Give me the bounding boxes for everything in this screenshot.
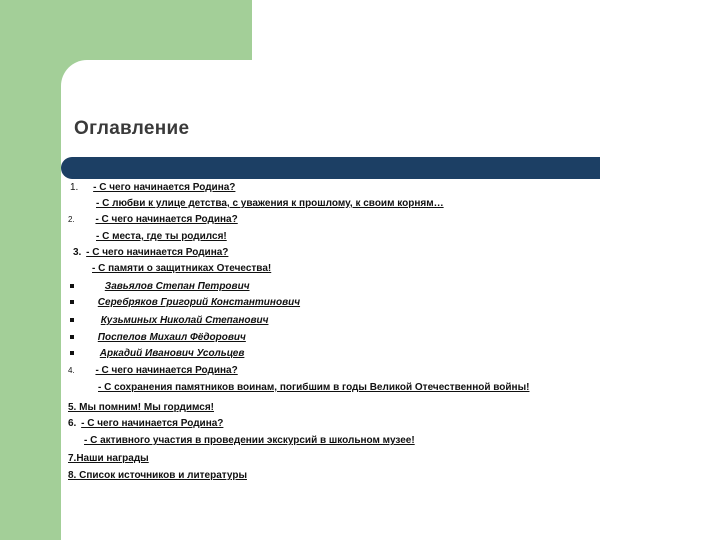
bullet-icon — [70, 284, 74, 288]
bullet-icon — [70, 335, 74, 339]
toc-item-2 — [68, 214, 238, 226]
toc-link[interactable]: Поспелов Михаил Фёдорович — [97, 332, 246, 343]
toc-link[interactable]: - С места, где ты родился! — [96, 231, 227, 242]
page-title: Оглавление — [74, 118, 190, 139]
toc-link[interactable]: Аркадий Иванович Усольцев — [99, 348, 245, 359]
toc-bullet-item — [70, 332, 246, 344]
toc-number: 3. — [73, 247, 82, 258]
toc-link[interactable]: - С чего начинается Родина? — [86, 247, 229, 258]
toc-link[interactable]: - С сохранения памятников воинам, погибшим в годы Великой Отечественной войны! — [98, 382, 530, 393]
toc-item-1 — [70, 182, 235, 194]
bullet-icon — [70, 318, 74, 322]
green-left-strip — [0, 0, 61, 540]
toc-bullet-item — [70, 315, 268, 327]
toc-link[interactable]: - С чего начинается Родина? — [95, 214, 238, 225]
toc-bullet-item — [70, 281, 250, 293]
toc-number: 2. — [68, 215, 75, 224]
toc-bullet-item — [70, 348, 244, 360]
toc-number: 1. — [70, 182, 79, 193]
toc-bullet-item — [70, 297, 300, 309]
toc-link[interactable]: - С любви к улице детства, с уважения к прошлому, к своим корням… — [96, 198, 444, 209]
toc-number: 4. — [68, 366, 75, 375]
toc-number: 6. — [68, 418, 77, 429]
toc-link[interactable]: 7.Наши награды — [68, 453, 149, 464]
toc-link[interactable]: Серебряков Григорий Константинович — [97, 297, 301, 308]
toc-link[interactable]: - С чего начинается Родина? — [95, 365, 238, 376]
toc-link[interactable]: 5. Мы помним! Мы гордимся! — [68, 402, 215, 413]
title-underline-bar — [61, 157, 600, 179]
toc-link[interactable]: - С чего начинается Родина? — [81, 418, 224, 429]
toc-item-3 — [73, 247, 228, 259]
toc-link[interactable]: - С памяти о защитниках Отечества! — [92, 263, 272, 274]
bullet-icon — [70, 300, 74, 304]
toc-link[interactable]: Завьялов Степан Петрович — [104, 281, 250, 292]
toc-item-6 — [68, 418, 223, 430]
toc-link[interactable]: Кузьминых Николай Степанович — [100, 315, 269, 326]
toc-item-4 — [68, 365, 238, 377]
toc-link[interactable]: - С активного участия в проведении экскурсий в школьном музее! — [84, 435, 415, 446]
toc-link[interactable]: - С чего начинается Родина? — [93, 182, 236, 193]
toc-link[interactable]: 8. Список источников и литературы — [68, 470, 247, 481]
bullet-icon — [70, 351, 74, 355]
